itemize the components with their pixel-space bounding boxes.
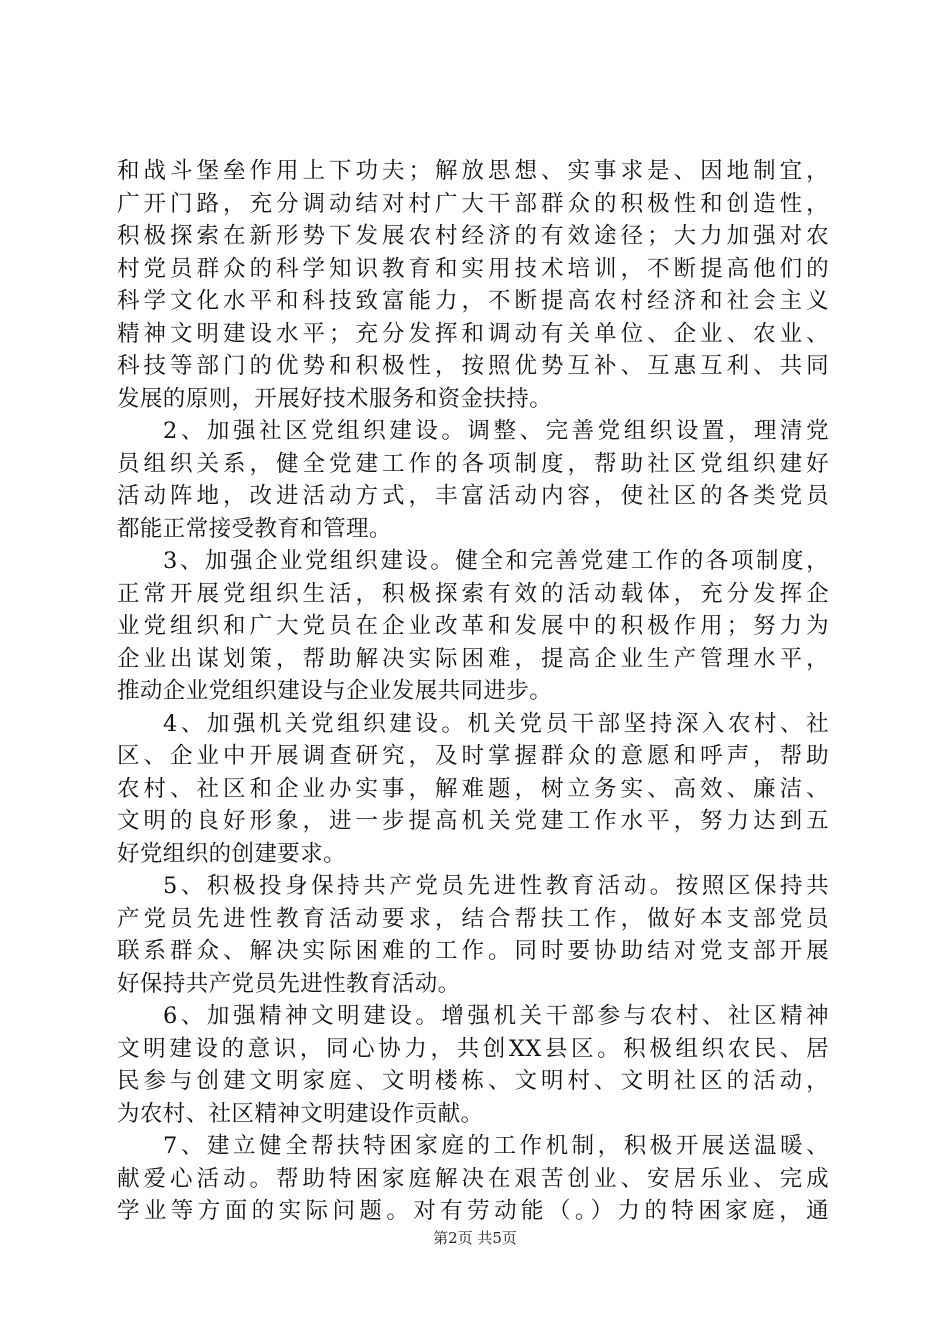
text-line: 3、加强企业党组织建设。健全和完善党建工作的各项制度， [163, 548, 829, 574]
text-line: 区、企业中开展调查研究，及时掌握群众的意愿和呼声，帮助 [117, 743, 829, 769]
text-line: 5、积极投身保持共产党员先进性教育活动。按照区保持共 [163, 873, 829, 899]
text-line: 科技等部门的优势和积极性，按照优势互补、互惠互利、共同 [117, 353, 829, 379]
text-line: 员组织关系，健全党建工作的各项制度，帮助社区党组织建好 [117, 450, 829, 477]
text-line: 积极探索在新形势下发展农村经济的有效途径；大力加强对农 [117, 223, 829, 249]
text-line: 6、加强精神文明建设。增强机关干部参与农村、社区精神 [163, 1003, 829, 1029]
text-line: 2、加强社区党组织建设。调整、完善党组织设置，理清党 [163, 418, 829, 444]
text-line: 广开门路，充分调动结对村广大干部群众的积极性和创造性， [117, 190, 829, 217]
text-line: 7、建立健全帮扶特困家庭的工作机制，积极开展送温暖、 [163, 1133, 829, 1159]
text-line: 发展的原则，开展好技术服务和资金扶持。 [117, 385, 553, 412]
text-line: 献爱心活动。帮助特困家庭解决在艰苦创业、安居乐业、完成 [117, 1165, 829, 1192]
text-line: 和战斗堡垒作用上下功夫；解放思想、实事求是、因地制宜， [117, 158, 829, 184]
text-line: 产党员先进性教育活动要求，结合帮扶工作，做好本支部党员 [117, 905, 829, 932]
text-line: 文明的良好形象，进一步提高机关党建工作水平，努力达到五 [117, 808, 829, 834]
text-line: 为农村、社区精神文明建设作贡献。 [117, 1100, 484, 1127]
text-line: 科学文化水平和科技致富能力，不断提高农村经济和社会主义 [117, 288, 829, 314]
text-line: 推动企业党组织建设与企业发展共同进步。 [117, 678, 553, 704]
text-line: 精神文明建设水平；充分发挥和调动有关单位、企业、农业、 [117, 320, 829, 347]
text-line: 活动阵地，改进活动方式，丰富活动内容，使社区的各类党员 [117, 483, 829, 509]
text-line: 学业等方面的实际问题。对有劳动能（。）力的特困家庭，通 [117, 1198, 829, 1224]
page-footer: 第2页 共5页 [433, 1229, 517, 1247]
text-line: 民参与创建文明家庭、文明楼栋、文明村、文明社区的活动， [117, 1068, 829, 1094]
text-line: 联系群众、解决实际困难的工作。同时要协助结对党支部开展 [117, 938, 829, 964]
text-line: 文明建设的意识，同心协力，共创XX县区。积极组织农民、居 [117, 1035, 829, 1062]
body-text [117, 155, 829, 1228]
text-line: 农村、社区和企业办实事，解难题，树立务实、高效、廉洁、 [117, 775, 829, 802]
text-line: 企业出谋划策，帮助解决实际困难，提高企业生产管理水平， [117, 645, 829, 672]
text-line: 好保持共产党员先进性教育活动。 [117, 970, 461, 997]
text-line: 好党组织的创建要求。 [117, 840, 347, 867]
text-line: 都能正常接受教育和管理。 [117, 515, 392, 542]
text-line: 村党员群众的科学知识教育和实用技术培训，不断提高他们的 [117, 255, 829, 282]
text-line: 业党组织和广大党员在企业改革和发展中的积极作用；努力为 [117, 613, 829, 639]
text-line: 4、加强机关党组织建设。机关党员干部坚持深入农村、社 [163, 710, 829, 737]
text-line: 正常开展党组织生活，积极探索有效的活动载体，充分发挥企 [117, 580, 829, 607]
